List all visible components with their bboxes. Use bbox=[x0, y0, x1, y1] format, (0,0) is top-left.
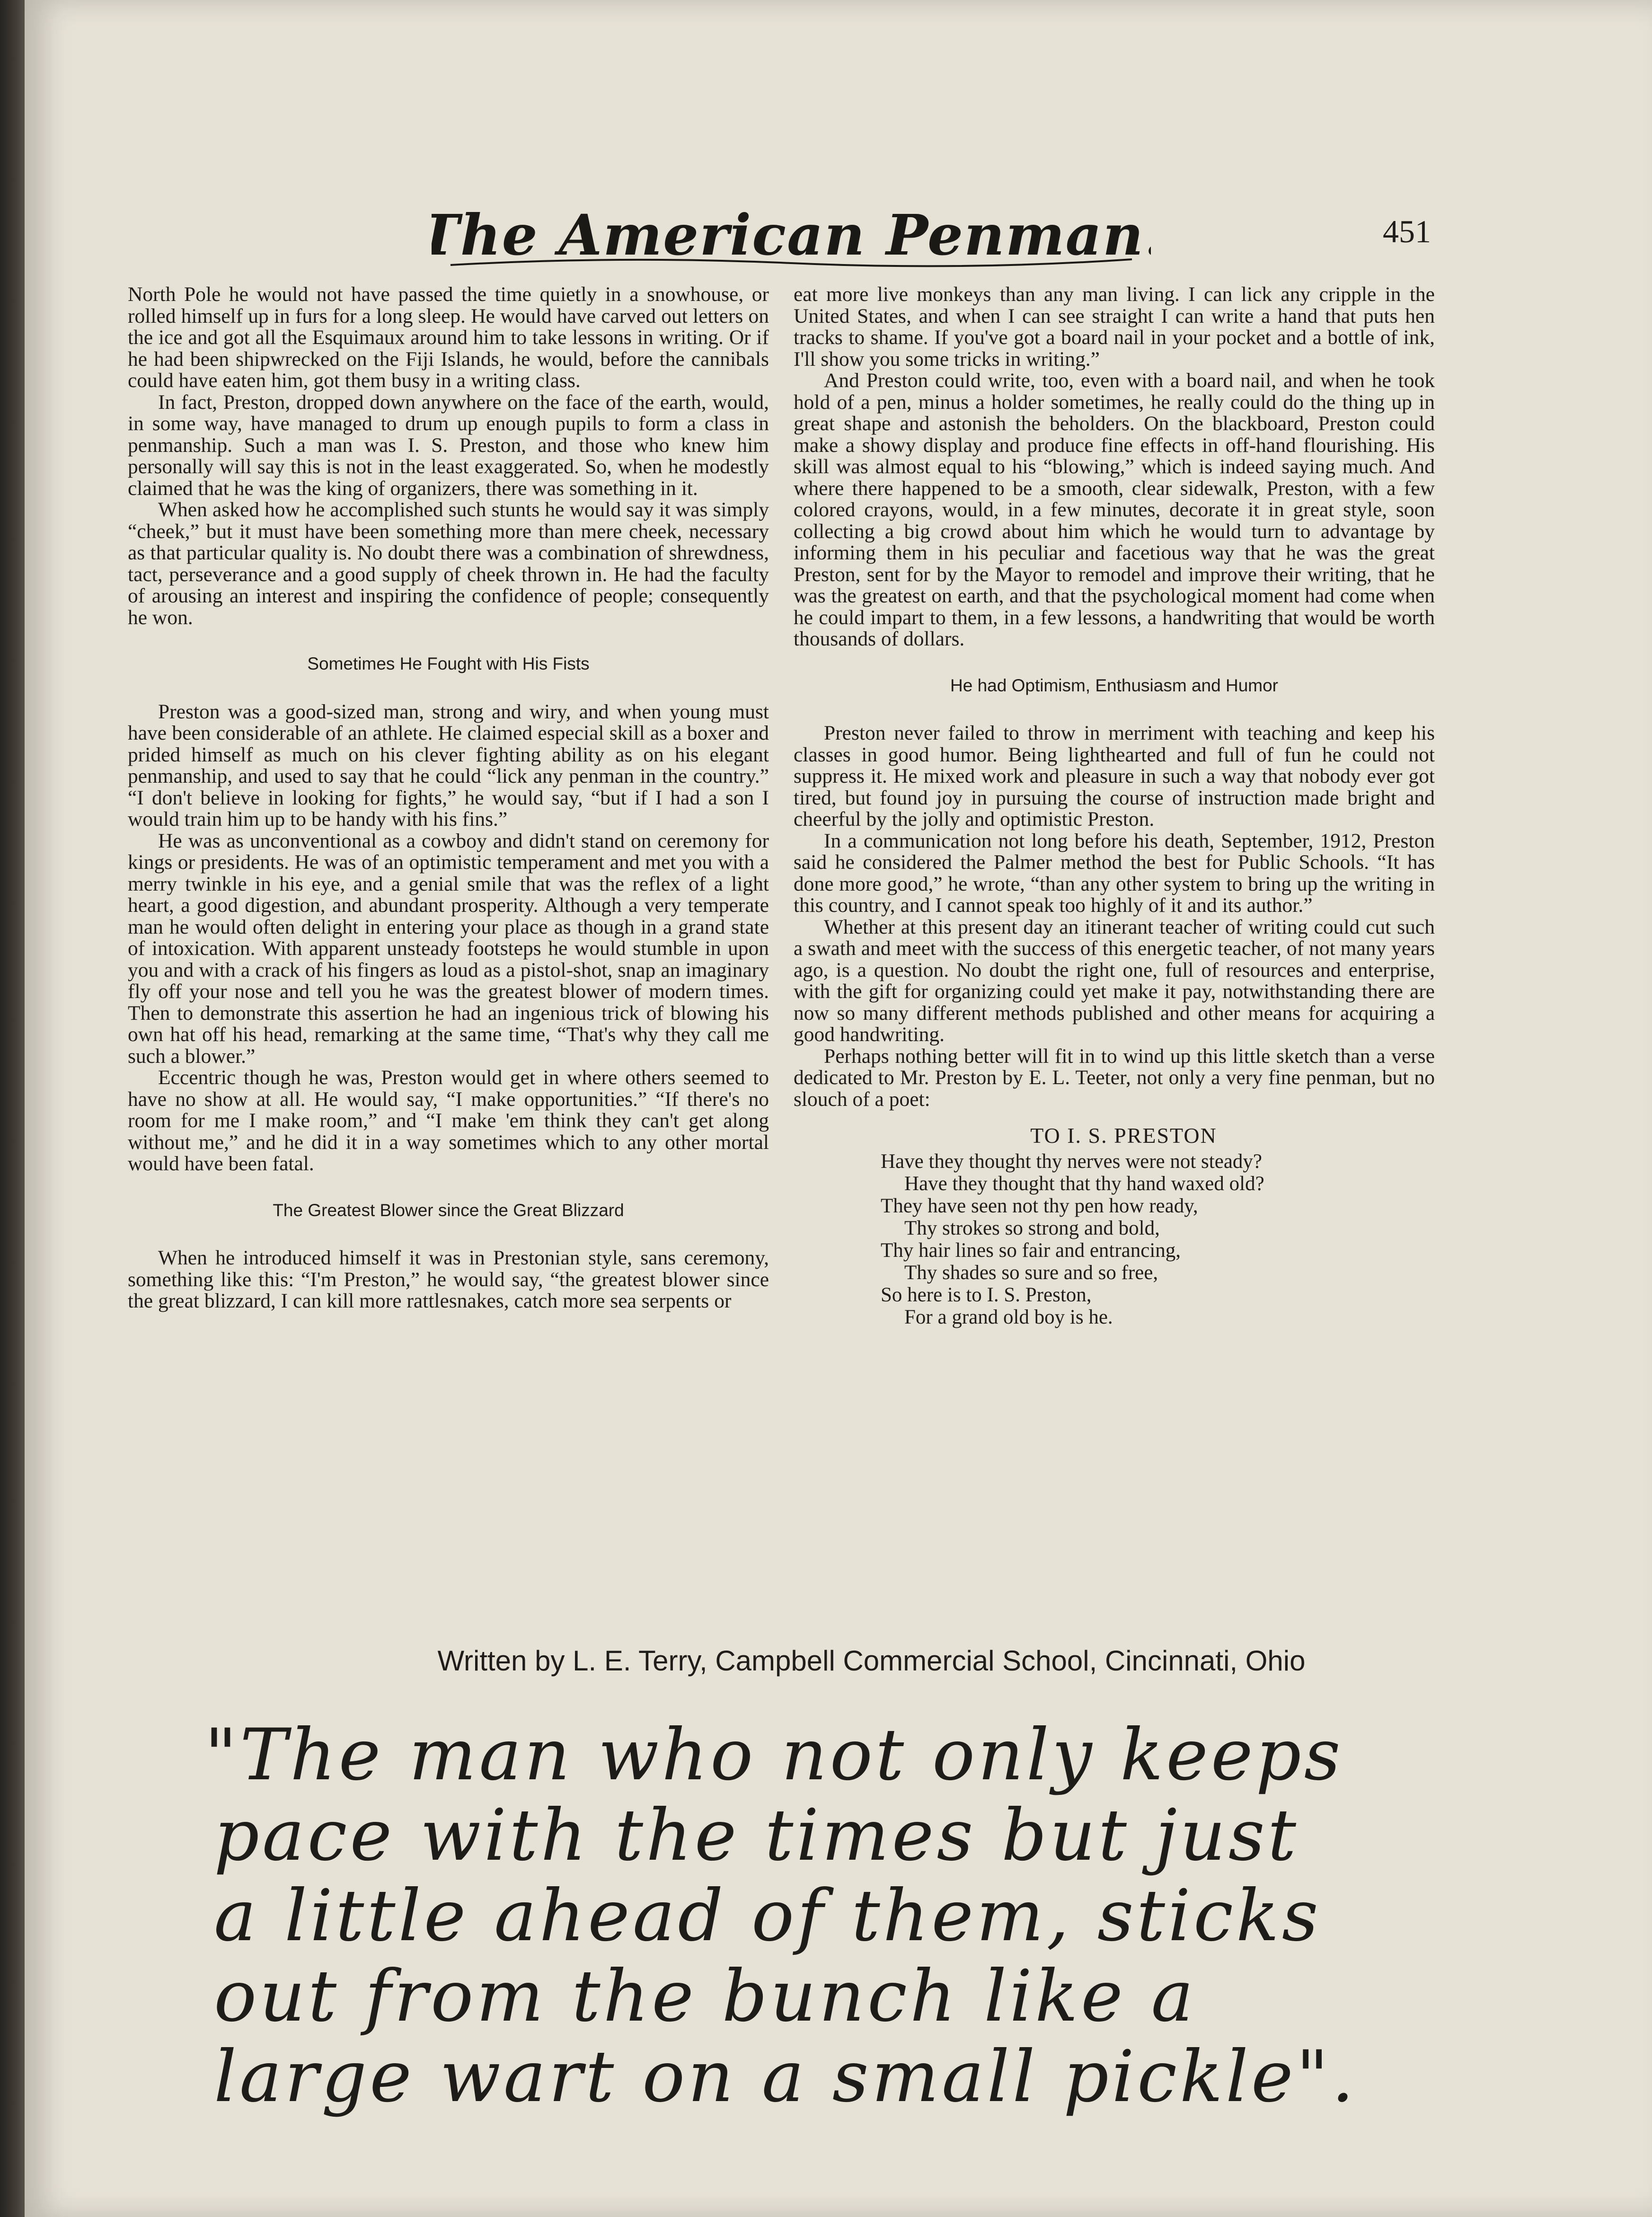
page-header bbox=[25, 199, 1652, 279]
poem-line: Thy hair lines so fair and entrancing, bbox=[881, 1239, 1181, 1262]
poem-line: Have they thought that thy hand waxed old? bbox=[904, 1173, 1264, 1195]
paragraph: Perhaps nothing better will fit in to wind up this little sketch than a verse dedicated to Mr. Preston by E. L. Teeter, not only a very fine penman, but no slouch of a poet: bbox=[794, 1044, 1435, 1111]
script-line: out from the bunch like a bbox=[214, 1955, 1196, 2038]
paragraph: He was as unconventional as a cowboy and didn't stand on ceremony for kings or presidents. He was of an optimistic temperament and met you with a merry twinkle in his eye, and a genial smile that was the reflex of a light heart, a good digestion, and abundant prosperity. Although a very temperate man he would often delight in entering your place as though in a grand state of intoxication. With apparent unsteady footsteps he would stumble in upon you and with a crack of his fingers as loud as a pistol-shot, snap an imaginary fly off your nose and tell you he was the greatest blower of modern times. Then to demonstrate this assertion he had an ingenious trick of blowing his own hat off his head, remarking at the same time, “That's why they call me such a blower.” bbox=[128, 829, 769, 1068]
author-credit: Written by L. E. Terry, Campbell Commercial School, Cincinnati, Ohio bbox=[437, 1645, 1306, 1677]
poem-line: Thy shades so sure and so free, bbox=[904, 1262, 1158, 1284]
paragraph: eat more live monkeys than any man living. I can lick any cripple in the United States, and when I can see straight I can write a hand that puts hen tracks to shame. If you've got a board nail in your pocket and a bottle of ink, I'll show you some tricks in writing.” bbox=[794, 283, 1435, 371]
script-line: "The man who not only keeps bbox=[204, 1722, 1343, 1796]
paragraph: When he introduced himself it was in Prestonian style, sans ceremony, something like this: “I'm Preston,” he would say, “the greatest blower since the great blizzard, I can kill more rattlesnakes, catch more sea serpents or bbox=[128, 1246, 769, 1312]
page-number: 451 bbox=[1383, 213, 1431, 249]
script-line: a little ahead of them, sticks bbox=[214, 1875, 1321, 1957]
left-column bbox=[128, 284, 769, 1312]
right-column bbox=[794, 284, 1435, 1328]
masthead-text: The American Penman. bbox=[432, 202, 1151, 268]
poem-line: For a grand old boy is he. bbox=[904, 1306, 1113, 1328]
paragraph: And Preston could write, too, even with a board nail, and when he took hold of a pen, minus a holder sometimes, he really could do the thing up in great shape and astonish the beholders. On the blackboard, Preston could make a showy display and produce fine effects in off-hand flourishing. His skill was almost equal to his “blowing,” which is indeed saying much. And where there happened to be a smooth, clear sidewalk, Preston, with a few colored crayons, would, in a few minutes, decorate it in great style, soon collecting a big crowd about him which he would turn to advantage by informing them in his peculiar and facetious way that he was the great Preston, sent for by the Mayor to remodel and improve their writing, that he was the greatest on earth, and that the psychological moment had come when he could impart to them, in a few lessons, a handwriting that would be worth thousands of dollars. bbox=[794, 369, 1435, 650]
poem-line: They have seen not thy pen how ready, bbox=[881, 1195, 1198, 1217]
paragraph: Whether at this present day an itinerant teacher of writing could cut such a swath and meet with the success of this energetic teacher, of not many years ago, is a question. No doubt the right one, full of resources and enterprise, with the gift for organizing could yet make it pay, notwithstanding there are now so many different methods published and other means for acquiring a good handwriting. bbox=[794, 915, 1435, 1046]
subheading: He had Optimism, Enthusiasm and Humor bbox=[950, 675, 1278, 695]
poem-title: TO I. S. PRESTON bbox=[1030, 1123, 1217, 1148]
paragraph: Eccentric though he was, Preston would get in where others seemed to have no show at all. He would say, “I make opportunities.” “If there's no room for me I make room,” and “I make 'em think they can't get along without me,” and he did it in a way sometimes which to any other mortal would have been fatal. bbox=[128, 1066, 769, 1175]
script-line: pace with the times but just bbox=[214, 1794, 1299, 1877]
paragraph: When asked how he accomplished such stunts he would say it was simply “cheek,” but it must have been something more than mere cheek, necessary as that particular quality is. No doubt there was a combination of shrewdness, tact, perseverance and a good supply of cheek thrown in. He had the faculty of arousing an interest and inspiring the confidence of people; consequently he won. bbox=[128, 498, 769, 629]
paragraph: North Pole he would not have passed the time quietly in a snowhouse, or rolled himself up in furs for a long sleep. He would have carved out letters on the ice and got all the Esquimaux around him to take lessons in writing. Or if he had been shipwrecked on the Fiji Islands, he would, before the cannibals could have eaten him, got them busy in a writing class. bbox=[128, 283, 769, 392]
paragraph: In fact, Preston, dropped down anywhere on the face of the earth, would, in some way, have managed to drum up enough pupils to form a class in penmanship. Such a man was I. S. Preston, and those who knew him personally will say this is not in the least exaggerated. So, when he modestly claimed that he was the king of organizers, there was something in it. bbox=[128, 390, 769, 500]
paragraph: Preston was a good-sized man, strong and wiry, and when young must have been considerable of an athlete. He claimed especial skill as a boxer and prided himself as much on his clever fighting ability as on his elegant penmanship, and used to say that he could “lick any penman in the country.” “I don't believe in looking for fights,” he would say, “but if I had a son I would train him up to be handy with his fins.” bbox=[128, 700, 769, 830]
subheading: The Greatest Blower since the Great Blizzard bbox=[273, 1200, 624, 1220]
scan-edge bbox=[0, 0, 25, 2217]
script-line: large wart on a small pickle". bbox=[214, 2036, 1357, 2118]
paragraph: In a communication not long before his death, September, 1912, Preston said he considered the Palmer method the best for Public Schools. “It has done more good,” he wrote, “than any other system to bring up the writing in this country, and I cannot speak too highly of it and its author.” bbox=[794, 829, 1435, 917]
handwriting-specimen bbox=[176, 1722, 1454, 2129]
page bbox=[25, 0, 1652, 2217]
poem-line: Thy strokes so strong and bold, bbox=[904, 1217, 1160, 1239]
poem-line: Have they thought thy nerves were not steady? bbox=[881, 1150, 1262, 1173]
paragraph: Preston never failed to throw in merriment with teaching and keep his classes in good humor. Being lighthearted and full of fun he could not suppress it. He mixed work and pleasure in such a way that nobody ever got tired, but found joy in pursuing the course of instruction made bright and cheerful by the jolly and optimistic Preston. bbox=[794, 722, 1435, 830]
subheading: Sometimes He Fought with His Fists bbox=[307, 654, 590, 673]
poem bbox=[794, 1124, 1435, 1328]
masthead-logo bbox=[432, 199, 1151, 270]
poem-line: So here is to I. S. Preston, bbox=[881, 1284, 1092, 1306]
